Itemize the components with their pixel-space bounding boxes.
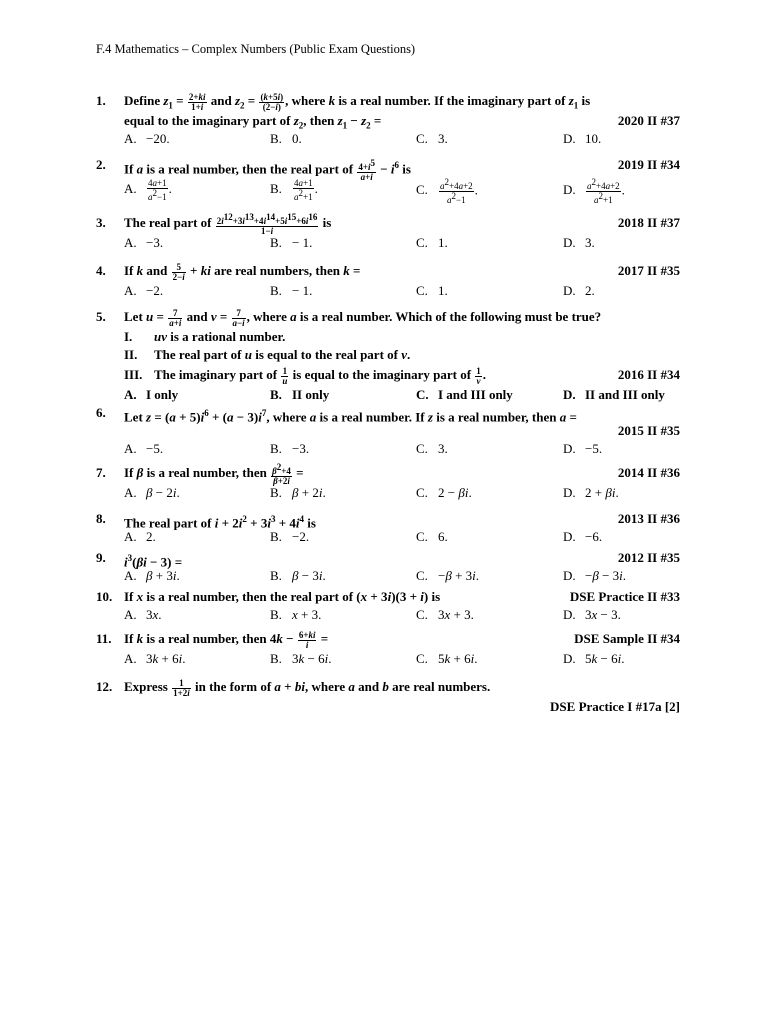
- question-3: [96, 212, 680, 252]
- option-a[interactable]: A. 3x.: [124, 607, 162, 622]
- question-number: 8.: [96, 511, 106, 526]
- question-11: [96, 628, 680, 668]
- option-b[interactable]: B. $\frac{4a+1}{a^2+1}$ .: [270, 177, 318, 202]
- option-d[interactable]: D. −5.: [563, 441, 603, 456]
- option-d[interactable]: D. −β − 3i.: [563, 568, 627, 583]
- source-reference: 2016 II #34: [617, 367, 680, 382]
- question-1: [96, 90, 680, 148]
- source-reference: 2013 II #36: [617, 511, 680, 526]
- source-reference: DSE Practice II #33: [569, 589, 680, 604]
- option-a[interactable]: A. I only: [124, 387, 179, 402]
- option-a[interactable]: A. 3k + 6i.: [124, 651, 186, 666]
- option-d[interactable]: D. $\frac{a^2+4a+2}{a^2+1}$ .: [563, 177, 625, 205]
- question-number: 11.: [96, 631, 112, 646]
- source-reference: 2020 II #37: [617, 113, 680, 128]
- question-number: 10.: [96, 589, 113, 604]
- source-reference: 2014 II #36: [617, 465, 680, 480]
- option-b[interactable]: B. x + 3.: [270, 607, 322, 622]
- option-d[interactable]: D. 2 + βi.: [563, 485, 619, 500]
- source-reference: 2015 II #35: [617, 423, 680, 438]
- source-reference: 2017 II #35: [617, 263, 680, 278]
- source-reference: DSE Practice I #17a [2]: [550, 699, 680, 714]
- option-b[interactable]: B. − 1.: [270, 235, 313, 250]
- question-stem: If k is a real number, then 4k − $\frac{6+ki}{i}$ =: [124, 629, 329, 650]
- question-number: 12.: [96, 679, 113, 694]
- option-c[interactable]: C. 1.: [416, 283, 448, 298]
- question-stem: The real part of $i + 2i^2 + 3i^3 + 4i^4$ is: [124, 514, 316, 531]
- option-b[interactable]: B. β − 3i.: [270, 568, 326, 583]
- question-number: 4.: [96, 263, 106, 278]
- question-5: [96, 306, 680, 404]
- option-c[interactable]: C. 3.: [416, 131, 448, 146]
- option-a[interactable]: A. β + 3i.: [124, 568, 180, 583]
- question-8: [96, 510, 680, 546]
- source-reference: 2018 II #37: [617, 215, 680, 230]
- source-reference: 2012 II #35: [617, 550, 680, 565]
- question-stem-cont: equal to the imaginary part of $z_2$, then $z_1 - z_2$ =: [124, 113, 382, 131]
- option-a[interactable]: A. −5.: [124, 441, 164, 456]
- option-d[interactable]: D. 5k − 6i.: [563, 651, 625, 666]
- question-number: 7.: [96, 465, 106, 480]
- question-stem: If a is a real number, then the real part of $\frac{4+i^5}{a+i}$ − $i^6$ is: [124, 157, 411, 182]
- option-c[interactable]: C. $\frac{a^2+4a+2}{a^2-1}$ .: [416, 177, 478, 205]
- statement-1: I. uv is a rational number.: [124, 329, 286, 344]
- option-c[interactable]: C. −β + 3i.: [416, 568, 480, 583]
- question-stem: Express $\frac{1}{1+2i}$ in the form of a + bi, where a and b are real numbers.: [124, 677, 491, 698]
- option-d[interactable]: D. 10.: [563, 131, 602, 146]
- question-stem: Let u = $\frac{7}{a+i}$ and v = $\frac{7}{a-i}$ , where a is a real number. Which of the following must be true?: [124, 307, 602, 328]
- question-number: 6.: [96, 405, 106, 420]
- question-number: 5.: [96, 309, 106, 324]
- option-c[interactable]: C. 3x + 3.: [416, 607, 474, 622]
- option-b[interactable]: B. II only: [270, 387, 330, 402]
- question-2: [96, 154, 680, 205]
- option-b[interactable]: B. β + 2i.: [270, 485, 326, 500]
- option-b[interactable]: B. 3k − 6i.: [270, 651, 332, 666]
- option-c[interactable]: C. 1.: [416, 235, 448, 250]
- option-a[interactable]: A. $\frac{4a+1}{a^2-1}$ .: [124, 177, 172, 202]
- option-a[interactable]: A. −20.: [124, 131, 170, 146]
- statement-2: II. The real part of u is equal to the real part of v.: [124, 347, 411, 362]
- page-header: F.4 Mathematics – Complex Numbers (Public Exam Questions): [96, 42, 416, 56]
- question-stem: Define $z_1$ = $\frac{2+ki}{1+i}$ and $z_2$ = $\frac{(k+5i)}{(2-i)}$ , where k is a real number. If the imaginary part of $z_1$ is: [124, 91, 591, 112]
- question-number: 1.: [96, 93, 106, 108]
- option-d[interactable]: D. 3.: [563, 235, 595, 250]
- question-stem: If k and $\frac{5}{2-i}$ + ki are real numbers, then k =: [124, 261, 361, 282]
- option-a[interactable]: A. 2.: [124, 529, 156, 544]
- option-d[interactable]: D. 3x − 3.: [563, 607, 621, 622]
- question-stem: $i^3(\beta i - 3)$ =: [124, 553, 183, 570]
- question-number: 3.: [96, 215, 106, 230]
- option-d[interactable]: D. II and III only: [563, 387, 665, 402]
- statement-3: III. The imaginary part of $\frac{1}{u}$ is equal to the imaginary part of $\frac{1}{v}$ .: [124, 365, 487, 386]
- option-b[interactable]: B. −3.: [270, 441, 310, 456]
- question-stem: If β is a real number, then $\frac{\beta^2+4}{\beta+2i}$ =: [124, 461, 304, 486]
- question-10: [96, 588, 680, 624]
- option-b[interactable]: B. − 1.: [270, 283, 313, 298]
- option-c[interactable]: C. 2 − βi.: [416, 485, 472, 500]
- option-a[interactable]: A. −2.: [124, 283, 164, 298]
- option-b[interactable]: B. −2.: [270, 529, 310, 544]
- question-number: 2.: [96, 157, 106, 172]
- option-a[interactable]: A. −3.: [124, 235, 164, 250]
- question-stem: Let $z = (a + 5)i^6 + (a - 3)i^7$, where a is a real number. If z is a real number, then a =: [124, 408, 577, 425]
- question-6: [96, 404, 680, 458]
- option-d[interactable]: D. −6.: [563, 529, 603, 544]
- source-reference: 2019 II #34: [617, 157, 680, 172]
- option-c[interactable]: C. 6.: [416, 529, 448, 544]
- option-b[interactable]: B. 0.: [270, 131, 302, 146]
- question-4: [96, 260, 680, 300]
- question-stem: The real part of $\frac{2i^{12}+3i^{13}+4i^{14}+5i^{15}+6i^{16}}{1-i}$ is: [124, 211, 332, 236]
- question-7: [96, 462, 680, 502]
- question-12: [96, 676, 680, 716]
- option-a[interactable]: A. β − 2i.: [124, 485, 180, 500]
- option-c[interactable]: C. 5k + 6i.: [416, 651, 478, 666]
- source-reference: DSE Sample II #34: [574, 631, 680, 646]
- option-c[interactable]: C. 3.: [416, 441, 448, 456]
- option-c[interactable]: C. I and III only: [416, 387, 513, 402]
- option-d[interactable]: D. 2.: [563, 283, 595, 298]
- question-number: 9.: [96, 550, 106, 565]
- question-9: [96, 549, 680, 585]
- question-stem: If x is a real number, then the real part of (x + 3i)(3 + i) is: [124, 589, 441, 604]
